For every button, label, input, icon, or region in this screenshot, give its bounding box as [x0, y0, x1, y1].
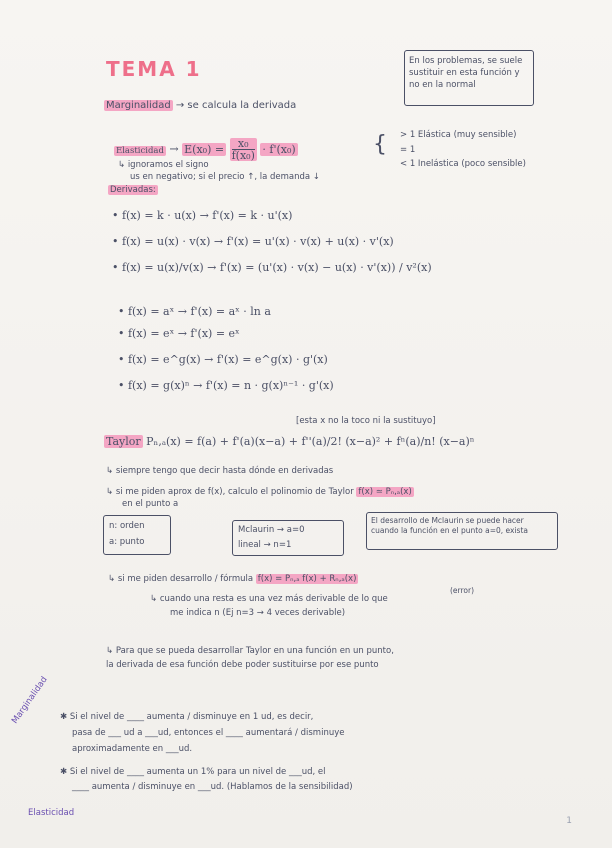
taylor-row: [104, 436, 475, 448]
taylor-note2b: en el punto a: [122, 499, 179, 509]
taylor-note4b: la derivada de esa función debe poder sustituirse por ese punto: [106, 660, 379, 670]
derivada-rule: • f(x) = eˣ → f'(x) = eˣ: [118, 327, 240, 340]
elasticidad-den: f(x₀): [231, 149, 255, 162]
derivada-rule: • f(x) = aˣ → f'(x) = aˣ · ln a: [118, 305, 271, 318]
taylor-note3b: ↳ cuando una resta es una vez más derivable de lo que: [150, 594, 388, 604]
bottom-line1b: pasa de ___ ud a ___ud, entonces el ____ aumentará / disminuye: [72, 728, 345, 738]
marginalidad-label: Marginalidad: [106, 100, 171, 111]
derivada-rule: • f(x) = u(x)/v(x) → f'(x) = (u'(x) · v(x) − u(x) · v'(x)) / v²(x): [112, 261, 432, 274]
note-box-text: En los problemas, se suele sustituir en esta función y no en la normal: [409, 56, 523, 90]
margin-label-marginalidad: Marginalidad: [10, 674, 50, 726]
derivada-rule: • f(x) = e^g(x) → f'(x) = e^g(x) · g'(x): [118, 353, 328, 366]
bottom-line1a: ✱ Si el nivel de ____ aumenta / disminuye en 1 ud, es decir,: [60, 712, 314, 722]
taylor-note2: ↳ si me piden aprox de f(x), calculo el polinomio de Taylor f(x) ≃ Pₙ,ₐ(x): [106, 487, 412, 497]
elasticidad-label: Elasticidad: [116, 145, 164, 156]
elasticidad-fraction: [230, 138, 257, 161]
elasticidad-brace: {: [373, 132, 387, 157]
derivada-rule: • f(x) = k · u(x) → f'(x) = k · u'(x): [112, 209, 293, 222]
margin-label-elasticidad: Elasticidad: [28, 808, 75, 818]
elasticidad-deriv: · f'(x₀): [262, 142, 296, 156]
elasticidad-num: x₀: [232, 138, 255, 150]
elasticidad-arrow: →: [169, 142, 179, 156]
box-mclaurin: Mclaurin → a=0: [238, 525, 305, 535]
taylor-note1: ↳ siempre tengo que decir hasta dónde en derivadas: [106, 466, 334, 476]
marginalidad-text: → se calcula la derivada: [175, 100, 297, 111]
box-punto: a: punto: [109, 537, 145, 547]
mclaurin-box: [232, 520, 344, 556]
bottom-line2b: ____ aumenta / disminuye en ___ud. (Hablamos de la sensibilidad): [72, 782, 353, 792]
bottom-line1c: aproximadamente en ___ud.: [72, 744, 193, 754]
elasticidad-case-gt: > 1 Elástica (muy sensible): [400, 130, 517, 140]
taylor-note3: ↳ si me piden desarrollo / fórmula f(x) = Pₙ,ₐ f(x) + Rₙ,ₐ(x): [108, 574, 357, 584]
derivada-rule: • f(x) = u(x) · v(x) → f'(x) = u'(x) · v(x) + u(x) · v'(x): [112, 235, 394, 248]
taylor-formula-highlight: f(x) = Pₙ,ₐ f(x) + Rₙ,ₐ(x): [257, 574, 357, 584]
elasticidad-note1: ↳ ignoramos el signo: [118, 160, 209, 170]
taylor-label: Taylor: [106, 435, 141, 448]
marginalidad-row: [104, 100, 296, 112]
derivadas-label: Derivadas:: [110, 185, 156, 195]
box-lineal: lineal → n=1: [238, 540, 292, 550]
taylor-note4a: ↳ Para que se pueda desarrollar Taylor en una función en un punto,: [106, 646, 394, 656]
elasticidad-row: [114, 138, 298, 161]
elasticidad-formula-e: E(x₀) =: [184, 142, 225, 156]
taylor-bracket-note: [esta x no la toco ni la sustituyo]: [296, 416, 436, 426]
elasticidad-note2: us en negativo; si el precio ↑, la demanda ↓: [130, 172, 320, 182]
mclaurin-note: El desarrollo de Mclaurin se puede hacer cuando la función en el punto a=0, exista: [371, 516, 528, 535]
page-title: TEMA 1: [106, 57, 202, 81]
taylor-approx-highlight: f(x) ≃ Pₙ,ₐ(x): [358, 487, 412, 497]
page-number: 1: [566, 816, 572, 826]
derivada-rule: • f(x) = g(x)ⁿ → f'(x) = n · g(x)ⁿ⁻¹ · g'(x): [118, 379, 334, 392]
mclaurin-note-box: [366, 512, 558, 550]
elasticidad-case-eq: = 1: [400, 145, 416, 155]
taylor-formula: Pₙ,ₐ(x) = f(a) + f'(a)(x−a) + f''(a)/2! (x−a)² + fⁿ(a)/n! (x−a)ⁿ: [146, 435, 475, 448]
box-orden: n: orden: [109, 521, 145, 531]
taylor-error-label: (error): [450, 586, 475, 595]
note-box: [404, 50, 534, 106]
taylor-note3c: me indica n (Ej n=3 → 4 veces derivable): [170, 608, 346, 618]
elasticidad-case-lt: < 1 Inelástica (poco sensible): [400, 159, 526, 169]
bottom-line2a: ✱ Si el nivel de ____ aumenta un 1% para un nivel de ___ud, el: [60, 767, 326, 777]
orden-punto-box: [103, 515, 171, 555]
